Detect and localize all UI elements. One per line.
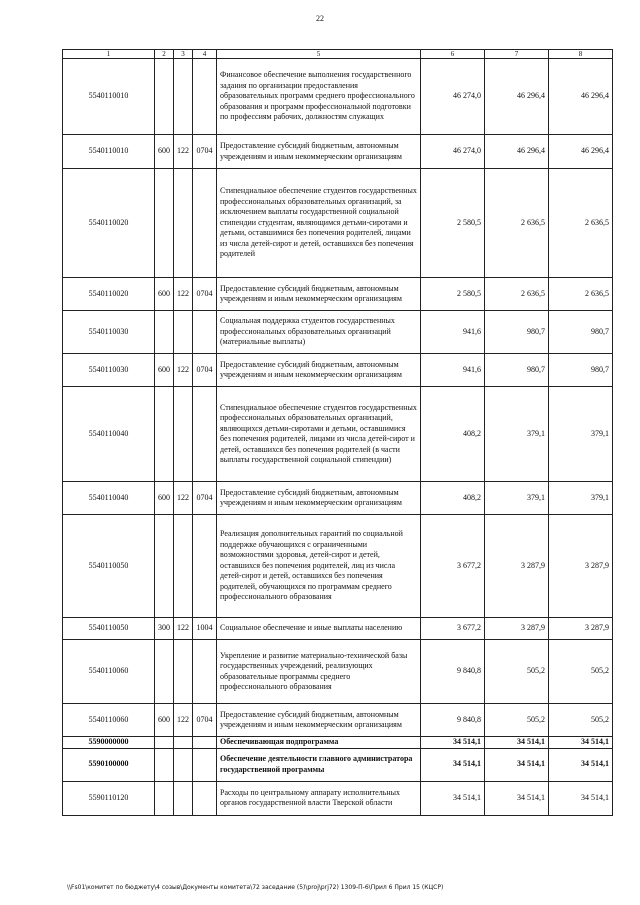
budget-code-cell: 5540110060 (63, 640, 155, 704)
amount-col8-cell: 34 514,1 (549, 748, 613, 781)
table-row (63, 515, 613, 618)
page-number: 22 (316, 14, 324, 23)
table-row (63, 278, 613, 311)
budget-code-cell: 5540110010 (63, 59, 155, 135)
amount-col6-cell: 34 514,1 (421, 737, 485, 749)
amount-col7-cell: 46 296,4 (485, 59, 549, 135)
amount-col6-cell: 3 677,2 (421, 618, 485, 640)
item-name-cell: Предоставление субсидий бюджетным, автономным учреждениям и иным некоммерческим организациям (217, 135, 421, 169)
budget-code-cell: 5540110020 (63, 278, 155, 311)
column-header: 6 (421, 50, 485, 59)
expense-type-cell: 600 (155, 482, 174, 515)
amount-col8-cell: 379,1 (549, 482, 613, 515)
amount-col6-cell: 34 514,1 (421, 748, 485, 781)
table-row (63, 169, 613, 278)
amount-col7-cell: 2 636,5 (485, 278, 549, 311)
amount-col7-cell: 34 514,1 (485, 748, 549, 781)
subsection-cell: 1004 (193, 618, 217, 640)
amount-col8-cell: 379,1 (549, 387, 613, 482)
item-name-cell: Финансовое обеспечение выполнения государственного задания по организации предоставления образовательных программ среднего профессионального образования и программ профессиональной подготовки по профессиям рабочих, должностям служащих (217, 59, 421, 135)
subsection-cell (193, 781, 217, 815)
amount-col7-cell: 34 514,1 (485, 737, 549, 749)
table-row (63, 704, 613, 737)
expense-type-cell: 600 (155, 704, 174, 737)
amount-col6-cell: 46 274,0 (421, 135, 485, 169)
amount-col8-cell: 505,2 (549, 640, 613, 704)
table-row (63, 354, 613, 387)
expense-type-cell (155, 169, 174, 278)
item-name-cell: Стипендиальное обеспечение студентов государственных профессиональных образовательных организаций, являющихся детьми-сиротами и детьми, оставшимися без попечения родителей, лицами из числа детей-сирот и детей, оставшихся без попечения родителей (в части выплаты государственной социальной стипендии) (217, 387, 421, 482)
table-row (63, 781, 613, 815)
table-row (63, 618, 613, 640)
amount-col6-cell: 9 840,8 (421, 640, 485, 704)
expense-type-cell (155, 640, 174, 704)
column-header: 5 (217, 50, 421, 59)
item-name-cell: Укрепление и развитие материально-технической базы государственных учреждений, реализующих образовательные программы среднего профессионального образования (217, 640, 421, 704)
expense-type-cell: 600 (155, 278, 174, 311)
item-name-cell: Предоставление субсидий бюджетным, автономным учреждениям и иным некоммерческим организациям (217, 704, 421, 737)
table-row (63, 640, 613, 704)
amount-col7-cell: 46 296,4 (485, 135, 549, 169)
table-header-row (63, 50, 613, 59)
amount-col7-cell: 34 514,1 (485, 781, 549, 815)
expense-type-cell (155, 387, 174, 482)
item-name-cell: Предоставление субсидий бюджетным, автономным учреждениям и иным некоммерческим организациям (217, 354, 421, 387)
budget-code-cell: 5540110060 (63, 704, 155, 737)
amount-col6-cell: 408,2 (421, 482, 485, 515)
section-cell: 122 (174, 135, 193, 169)
item-name-cell: Стипендиальное обеспечение студентов государственных профессиональных образовательных организаций, за исключением выплаты государственной социальной стипендии студентам, являющимся детьми-сиротами и детьми, оставшимися без попечения родителей, лицами из числа детей-сирот и детей, оставшихся без попечения родителей (217, 169, 421, 278)
column-header: 3 (174, 50, 193, 59)
budget-code-cell: 5540110010 (63, 135, 155, 169)
amount-col7-cell: 379,1 (485, 387, 549, 482)
budget-code-cell: 5540110020 (63, 169, 155, 278)
item-name-cell: Обеспечение деятельности главного администратора государственной программы (217, 748, 421, 781)
budget-code-cell: 5540110030 (63, 311, 155, 354)
amount-col8-cell: 46 296,4 (549, 59, 613, 135)
section-cell (174, 640, 193, 704)
section-cell (174, 748, 193, 781)
expense-type-cell: 600 (155, 354, 174, 387)
amount-col6-cell: 9 840,8 (421, 704, 485, 737)
amount-col8-cell: 3 287,9 (549, 618, 613, 640)
amount-col6-cell: 2 580,5 (421, 278, 485, 311)
item-name-cell: Расходы по центральному аппарату исполнительных органов государственной власти Тверской области (217, 781, 421, 815)
item-name-cell: Предоставление субсидий бюджетным, автономным учреждениям и иным некоммерческим организациям (217, 482, 421, 515)
amount-col7-cell: 3 287,9 (485, 515, 549, 618)
amount-col6-cell: 2 580,5 (421, 169, 485, 278)
table-row (63, 482, 613, 515)
amount-col8-cell: 34 514,1 (549, 781, 613, 815)
amount-col8-cell: 980,7 (549, 311, 613, 354)
section-cell (174, 59, 193, 135)
amount-col8-cell: 2 636,5 (549, 169, 613, 278)
amount-col8-cell: 3 287,9 (549, 515, 613, 618)
section-cell (174, 781, 193, 815)
expense-type-cell (155, 59, 174, 135)
table-row (63, 311, 613, 354)
item-name-cell: Реализация дополнительных гарантий по социальной поддержке обучающихся с ограниченными возможностями здоровья, детей-сирот и детей, оставшихся без попечения родителей, лиц из числа детей-сирот и детей, оставшихся без попечения родителей, обучающихся по программам среднего профессионального образования (217, 515, 421, 618)
budget-code-cell: 5540110040 (63, 387, 155, 482)
amount-col6-cell: 46 274,0 (421, 59, 485, 135)
amount-col6-cell: 3 677,2 (421, 515, 485, 618)
amount-col7-cell: 980,7 (485, 354, 549, 387)
amount-col8-cell: 980,7 (549, 354, 613, 387)
item-name-cell: Обеспечивающая подпрограмма (217, 737, 421, 749)
amount-col6-cell: 34 514,1 (421, 781, 485, 815)
section-cell (174, 515, 193, 618)
subsection-cell: 0704 (193, 482, 217, 515)
budget-code-cell: 5540110050 (63, 618, 155, 640)
subsection-cell (193, 515, 217, 618)
subsection-cell (193, 387, 217, 482)
amount-col7-cell: 2 636,5 (485, 169, 549, 278)
section-cell: 122 (174, 278, 193, 311)
table-row (63, 387, 613, 482)
section-cell (174, 311, 193, 354)
amount-col6-cell: 941,6 (421, 354, 485, 387)
section-cell (174, 169, 193, 278)
subsection-cell (193, 748, 217, 781)
amount-col7-cell: 980,7 (485, 311, 549, 354)
expense-type-cell: 600 (155, 135, 174, 169)
section-cell: 122 (174, 482, 193, 515)
column-header: 4 (193, 50, 217, 59)
budget-table (62, 49, 613, 816)
subsection-cell (193, 737, 217, 749)
budget-code-cell: 5590110120 (63, 781, 155, 815)
amount-col7-cell: 505,2 (485, 704, 549, 737)
expense-type-cell (155, 781, 174, 815)
table-row (63, 135, 613, 169)
section-cell: 122 (174, 618, 193, 640)
column-header: 8 (549, 50, 613, 59)
section-cell (174, 387, 193, 482)
amount-col7-cell: 379,1 (485, 482, 549, 515)
amount-col8-cell: 46 296,4 (549, 135, 613, 169)
amount-col8-cell: 34 514,1 (549, 737, 613, 749)
subsection-cell: 0704 (193, 135, 217, 169)
subsection-cell (193, 640, 217, 704)
section-cell: 122 (174, 704, 193, 737)
column-header: 2 (155, 50, 174, 59)
subsection-cell: 0704 (193, 354, 217, 387)
table-row (63, 59, 613, 135)
column-header: 1 (63, 50, 155, 59)
amount-col6-cell: 408,2 (421, 387, 485, 482)
amount-col6-cell: 941,6 (421, 311, 485, 354)
item-name-cell: Социальное обеспечение и иные выплаты населению (217, 618, 421, 640)
expense-type-cell: 300 (155, 618, 174, 640)
item-name-cell: Социальная поддержка студентов государственных профессиональных образовательных организаций (материальные выплаты) (217, 311, 421, 354)
amount-col7-cell: 505,2 (485, 640, 549, 704)
subsection-cell (193, 59, 217, 135)
subsection-cell: 0704 (193, 278, 217, 311)
subsection-cell (193, 169, 217, 278)
subsection-cell: 0704 (193, 704, 217, 737)
budget-code-cell: 5540110050 (63, 515, 155, 618)
amount-col8-cell: 2 636,5 (549, 278, 613, 311)
table-row (63, 748, 613, 781)
budget-code-cell: 5590100000 (63, 748, 155, 781)
subsection-cell (193, 311, 217, 354)
budget-code-cell: 5590000000 (63, 737, 155, 749)
amount-col7-cell: 3 287,9 (485, 618, 549, 640)
column-header: 7 (485, 50, 549, 59)
amount-col8-cell: 505,2 (549, 704, 613, 737)
section-cell: 122 (174, 354, 193, 387)
expense-type-cell (155, 737, 174, 749)
budget-code-cell: 5540110040 (63, 482, 155, 515)
budget-code-cell: 5540110030 (63, 354, 155, 387)
expense-type-cell (155, 748, 174, 781)
expense-type-cell (155, 311, 174, 354)
table-row (63, 737, 613, 749)
item-name-cell: Предоставление субсидий бюджетным, автономным учреждениям и иным некоммерческим организациям (217, 278, 421, 311)
section-cell (174, 737, 193, 749)
file-path-footer: \\Fs01\комитет по бюджету\4 созыв\Документы комитета\72 заседание (5)\proj\prj72) 1309-П-6\Прил 6 Прил 15 (КЦСР) (67, 884, 444, 891)
expense-type-cell (155, 515, 174, 618)
